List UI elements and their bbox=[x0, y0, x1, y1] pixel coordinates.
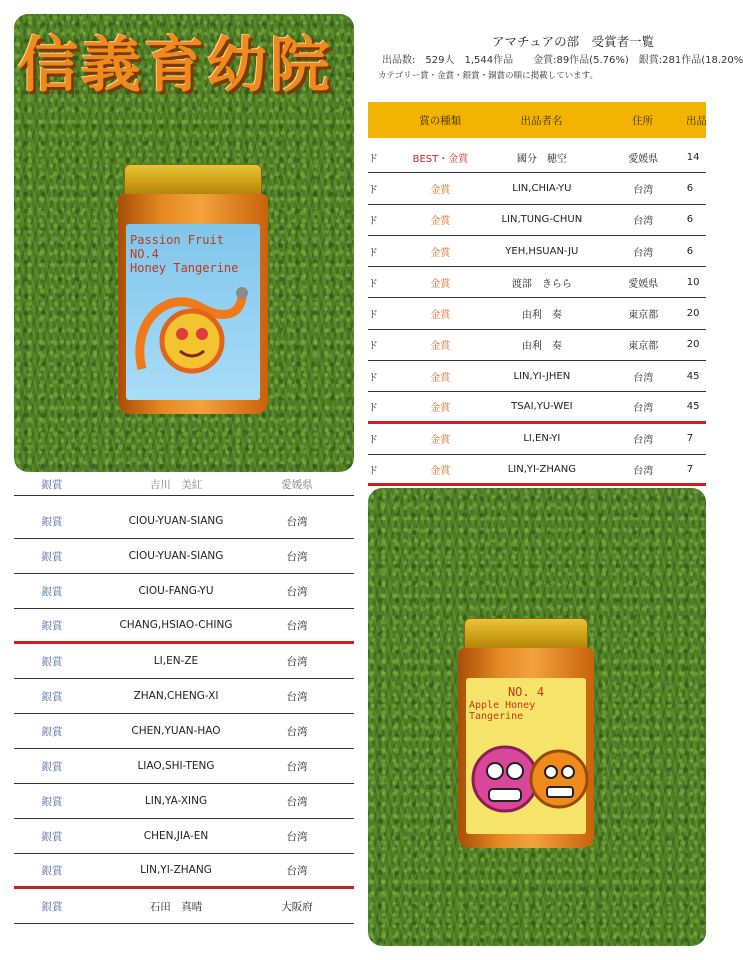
jar-lid bbox=[124, 164, 262, 198]
table-row bbox=[14, 539, 354, 574]
entry-count: 45 bbox=[686, 370, 700, 382]
entrant-name: LIAO,SHI-TENG bbox=[137, 760, 215, 772]
awards-table-body bbox=[368, 142, 706, 486]
entrant-address: 台湾 bbox=[633, 435, 654, 447]
table-row bbox=[14, 714, 354, 749]
entrant-address: 台湾 bbox=[633, 216, 654, 228]
entrant-name: YEH,HSUAN-JU bbox=[505, 245, 579, 257]
entry-count: 20 bbox=[686, 339, 700, 351]
table-row: ド 金賞 LI,EN-YI 台湾 7 bbox=[368, 424, 706, 455]
entrant-address: 台湾 bbox=[286, 655, 308, 668]
table-row bbox=[14, 749, 354, 784]
table-row bbox=[14, 474, 354, 496]
award-type: 金賞 bbox=[430, 247, 451, 259]
award-type: 金賞 bbox=[430, 278, 451, 290]
entry-count: 14 bbox=[686, 151, 700, 163]
entry-count: 7 bbox=[686, 463, 694, 475]
award-type: 金賞 bbox=[430, 184, 451, 196]
table-row: ド BEST・金賞 國分 穂空 愛媛県 14 bbox=[368, 142, 706, 173]
entrant-address: 台湾 bbox=[633, 403, 654, 415]
award-type: 金賞 bbox=[430, 372, 451, 384]
table-row: ド 金賞 由利 奏 東京都 20 bbox=[368, 298, 706, 329]
entrant-address: 台湾 bbox=[286, 795, 308, 808]
award-type: 銀賞 bbox=[41, 515, 63, 528]
award-type: 銀賞 bbox=[41, 690, 63, 703]
award-type: 銀賞 bbox=[41, 479, 63, 491]
jar-label-line2: Apple Honey Tangerine bbox=[469, 699, 536, 723]
entrant-address: 台湾 bbox=[633, 372, 654, 384]
award-type: 銀賞 bbox=[41, 830, 63, 843]
table-row: ド 金賞 LIN,YI-ZHANG 台湾 7 bbox=[368, 455, 706, 486]
entrant-name: LI,EN-YI bbox=[523, 433, 561, 445]
jar-label-drawing bbox=[466, 678, 586, 834]
award-type: 銀賞 bbox=[41, 619, 63, 632]
table-row bbox=[14, 819, 354, 854]
entrant-name: CIOU-YUAN-SIANG bbox=[128, 515, 224, 527]
table-row: ド 金賞 LIN,YI-JHEN 台湾 45 bbox=[368, 361, 706, 392]
entrant-address: 台湾 bbox=[286, 725, 308, 738]
col-award-type: 賞の種類 bbox=[419, 114, 462, 127]
table-row bbox=[14, 574, 354, 609]
award-type: 銀賞 bbox=[41, 655, 63, 668]
award-type: 銀賞 bbox=[41, 760, 63, 773]
entrant-address: 台湾 bbox=[286, 690, 308, 703]
entrant-name: LI,EN-ZE bbox=[153, 655, 199, 667]
table-row: ド 金賞 由利 奏 東京都 20 bbox=[368, 330, 706, 361]
award-type: 銀賞 bbox=[41, 585, 63, 598]
entrant-address: 台湾 bbox=[286, 515, 308, 528]
table-note: カテゴリー賞・金賞・銀賞・銅賞の順に掲載しています。 bbox=[378, 71, 598, 81]
headline-title: 信義育幼院 bbox=[18, 31, 333, 101]
entrant-name: LIN,CHIA-YU bbox=[512, 182, 572, 194]
entrant-name: LIN,YI-ZHANG bbox=[507, 463, 576, 475]
jar-label-drawing bbox=[126, 224, 260, 400]
entrant-name: CHANG,HSIAO-CHING bbox=[119, 619, 233, 631]
table-title: アマチュアの部 受賞者一覧 bbox=[492, 34, 655, 49]
entrant-name: LIN,TUNG-CHUN bbox=[501, 214, 583, 226]
awards-table-screenshot bbox=[364, 14, 743, 477]
entrant-address: 台湾 bbox=[633, 465, 654, 477]
entrant-address: 台湾 bbox=[633, 184, 654, 196]
award-type: 銀賞 bbox=[41, 900, 63, 913]
entry-count: 20 bbox=[686, 308, 700, 320]
award-type: 金賞 bbox=[430, 435, 451, 447]
entrant-address: 東京都 bbox=[628, 310, 659, 322]
entrant-name: 渡部 きらら bbox=[511, 278, 572, 290]
entrant-name: ZHAN,CHENG-XI bbox=[133, 690, 219, 702]
entrant-name: 吉川 美紅 bbox=[149, 479, 203, 491]
table-stats: 出品数: 529人 1,544作品 金賞:89作品(5.76%) 銀賞:281作品(18.20% bbox=[382, 55, 743, 66]
orange-face-drawing bbox=[130, 279, 264, 389]
award-type: 銀賞 bbox=[41, 864, 63, 877]
entrant-name: LIN,YI-JHEN bbox=[513, 370, 571, 382]
entrant-address: 台湾 bbox=[286, 830, 308, 843]
col-name: 出品者名 bbox=[520, 114, 563, 127]
entrant-address: 愛媛県 bbox=[628, 278, 659, 290]
table-header bbox=[368, 102, 706, 138]
entrant-address: 東京都 bbox=[628, 341, 659, 353]
col-address: 住所 bbox=[632, 114, 654, 127]
award-type: BEST・金賞 bbox=[412, 153, 469, 165]
jar-label-line2: Honey Tangerine bbox=[130, 260, 239, 275]
entrant-address: 台湾 bbox=[286, 760, 308, 773]
table-row bbox=[14, 609, 354, 644]
entrant-address: 愛媛県 bbox=[628, 153, 659, 165]
table-row: ド 金賞 LIN,CHIA-YU 台湾 6 bbox=[368, 173, 706, 204]
award-type: 金賞 bbox=[430, 216, 451, 228]
award-type: 金賞 bbox=[430, 403, 451, 415]
jar-label-line1: NO. 4 bbox=[507, 685, 545, 699]
silver-awards-table-screenshot bbox=[14, 479, 354, 944]
entrant-name: CHEN,JIA-EN bbox=[143, 830, 209, 842]
table-row bbox=[14, 679, 354, 714]
entrant-name: LIN,YI-ZHANG bbox=[140, 864, 212, 876]
honey-jar-left bbox=[118, 164, 268, 414]
table-row: ド 金賞 渡部 きらら 愛媛県 10 bbox=[368, 267, 706, 298]
table-row bbox=[14, 644, 354, 679]
entrant-address: 台湾 bbox=[286, 619, 308, 632]
entrant-name: LIN,YA-XING bbox=[144, 795, 208, 807]
award-type: 銀賞 bbox=[41, 550, 63, 563]
award-type: 金賞 bbox=[430, 341, 451, 353]
entrant-name: CIOU-FANG-YU bbox=[138, 585, 214, 597]
entrant-address: 大阪府 bbox=[281, 900, 313, 913]
entrant-name: 由利 奏 bbox=[521, 341, 562, 353]
entrant-name: 國分 穂空 bbox=[516, 153, 567, 165]
entry-count: 10 bbox=[686, 276, 700, 288]
col-count: 出品 bbox=[686, 114, 708, 127]
award-type: 金賞 bbox=[430, 310, 451, 322]
table-row bbox=[14, 889, 354, 924]
table-row: ド 金賞 YEH,HSUAN-JU 台湾 6 bbox=[368, 236, 706, 267]
jar-label-line1: Passion Fruit NO.4 bbox=[130, 233, 224, 261]
jar-lid bbox=[464, 618, 588, 652]
photo-jar-apple-tangerine bbox=[368, 488, 706, 946]
entrant-name: 由利 奏 bbox=[521, 310, 562, 322]
honey-jar-right bbox=[458, 618, 594, 848]
table-row bbox=[14, 504, 354, 539]
apple-tangerine-faces-drawing bbox=[469, 727, 589, 823]
entrant-address: 台湾 bbox=[286, 864, 308, 877]
entrant-address: 台湾 bbox=[286, 585, 308, 598]
entrant-name: TSAI,YU-WEI bbox=[511, 401, 573, 413]
entry-count: 6 bbox=[686, 182, 694, 194]
entrant-name: CHEN,YUAN-HAO bbox=[131, 725, 221, 737]
entrant-address: 愛媛県 bbox=[281, 479, 313, 491]
table-row bbox=[14, 784, 354, 819]
entrant-address: 台湾 bbox=[633, 247, 654, 259]
entrant-address: 台湾 bbox=[286, 550, 308, 563]
table-row bbox=[14, 854, 354, 889]
entry-count: 6 bbox=[686, 245, 694, 257]
award-type: 金賞 bbox=[430, 465, 451, 477]
table-row: ド 金賞 TSAI,YU-WEI 台湾 45 bbox=[368, 392, 706, 423]
entry-count: 45 bbox=[686, 401, 700, 413]
award-type: 銀賞 bbox=[41, 725, 63, 738]
entry-count: 6 bbox=[686, 214, 694, 226]
entry-count: 7 bbox=[686, 433, 694, 445]
award-type: 銀賞 bbox=[41, 795, 63, 808]
table-row: ド 金賞 LIN,TUNG-CHUN 台湾 6 bbox=[368, 205, 706, 236]
entrant-name: 石田 真晴 bbox=[149, 900, 203, 913]
entrant-name: CIOU-YUAN-SIANG bbox=[128, 550, 224, 562]
